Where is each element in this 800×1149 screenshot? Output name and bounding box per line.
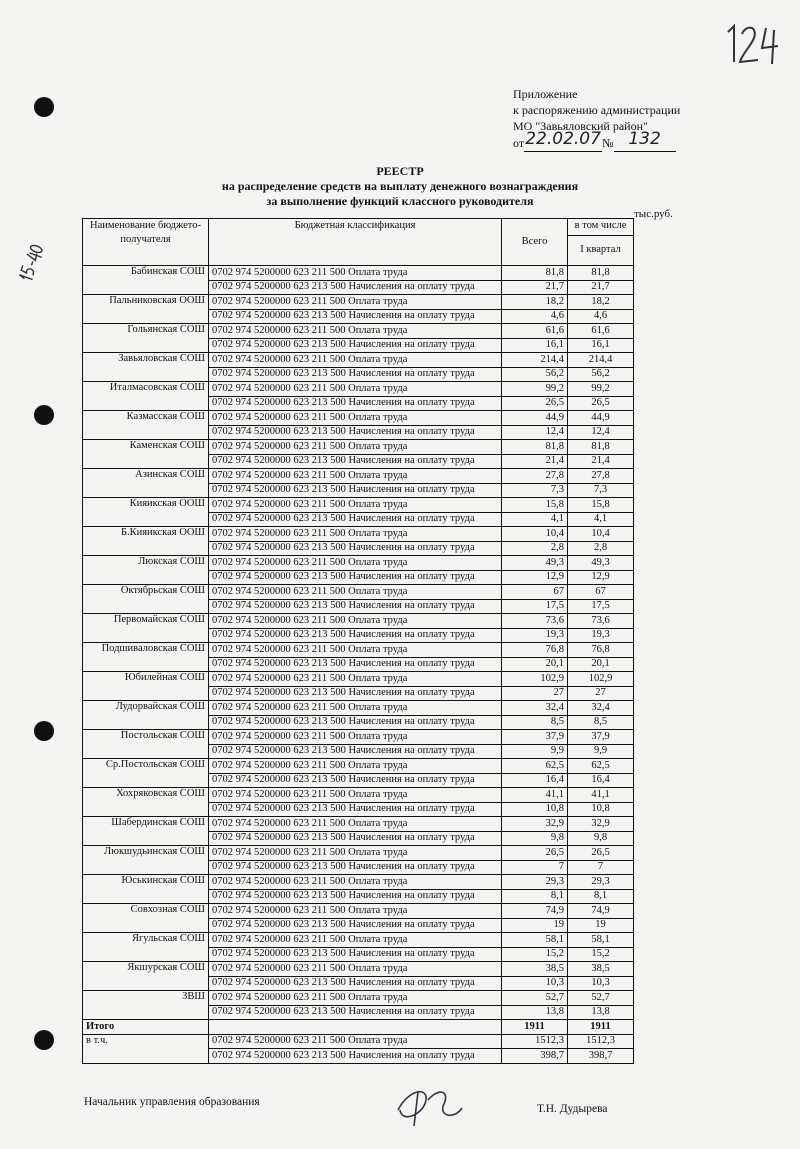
punch-hole bbox=[34, 405, 54, 425]
code-pay: 0702 974 5200000 623 211 500 Оплата труда bbox=[209, 498, 502, 513]
code-accruals: 0702 974 5200000 623 213 500 Начисления на оплату труда bbox=[209, 657, 502, 672]
title-line: РЕЕСТР bbox=[376, 164, 424, 178]
register-body bbox=[83, 266, 634, 1020]
pay-total: 32,4 bbox=[502, 701, 568, 716]
acc-total: 9,8 bbox=[502, 831, 568, 846]
incl-acc-q1-value: 398,7 bbox=[568, 1049, 634, 1064]
unit-label: тыс.руб. bbox=[634, 208, 673, 220]
pay-total: 18,2 bbox=[502, 295, 568, 310]
header-classification: Бюджетная классификация bbox=[209, 219, 502, 266]
table-row bbox=[83, 295, 634, 310]
pay-total: 29,3 bbox=[502, 875, 568, 890]
pay-q1: 74,9 bbox=[568, 904, 634, 919]
pay-q1: 62,5 bbox=[568, 759, 634, 774]
recipient-name: Италмасовская СОШ bbox=[83, 382, 209, 411]
recipient-name: Люкшудьинская СОШ bbox=[83, 846, 209, 875]
total-label: Итого bbox=[83, 1020, 209, 1035]
acc-q1: 56,2 bbox=[568, 367, 634, 382]
pay-q1: 76,8 bbox=[568, 643, 634, 658]
number-value: 132 bbox=[628, 129, 661, 149]
code-accruals: 0702 974 5200000 623 213 500 Начисления на оплату труда bbox=[209, 889, 502, 904]
code-accruals: 0702 974 5200000 623 213 500 Начисления на оплату труда bbox=[209, 599, 502, 614]
code-accruals: 0702 974 5200000 623 213 500 Начисления на оплату труда bbox=[209, 831, 502, 846]
acc-q1: 8,5 bbox=[568, 715, 634, 730]
code-pay: 0702 974 5200000 623 211 500 Оплата труда bbox=[209, 701, 502, 716]
acc-total: 21,7 bbox=[502, 280, 568, 295]
including-label: в т.ч. bbox=[83, 1034, 209, 1063]
acc-total: 17,5 bbox=[502, 599, 568, 614]
acc-q1: 19 bbox=[568, 918, 634, 933]
pay-q1: 99,2 bbox=[568, 382, 634, 397]
code-pay: 0702 974 5200000 623 211 500 Оплата труда bbox=[209, 614, 502, 629]
recipient-name: ЗВШ bbox=[83, 991, 209, 1020]
acc-total: 10,3 bbox=[502, 976, 568, 991]
pay-total: 49,3 bbox=[502, 556, 568, 571]
pay-q1: 10,4 bbox=[568, 527, 634, 542]
pay-q1: 49,3 bbox=[568, 556, 634, 571]
table-row bbox=[83, 904, 634, 919]
acc-q1: 13,8 bbox=[568, 1005, 634, 1020]
recipient-name: Завьяловская СОШ bbox=[83, 353, 209, 382]
table-row bbox=[83, 759, 634, 774]
pay-q1: 81,8 bbox=[568, 440, 634, 455]
code-accruals: 0702 974 5200000 623 213 500 Начисления на оплату труда bbox=[209, 947, 502, 962]
table-row bbox=[83, 353, 634, 368]
acc-total: 16,1 bbox=[502, 338, 568, 353]
acc-total: 15,2 bbox=[502, 947, 568, 962]
recipient-name: Каменская СОШ bbox=[83, 440, 209, 469]
code-pay: 0702 974 5200000 623 211 500 Оплата труда bbox=[209, 1034, 502, 1049]
document-title bbox=[0, 164, 800, 209]
acc-total: 7 bbox=[502, 860, 568, 875]
pay-total: 214,4 bbox=[502, 353, 568, 368]
recipient-name: Казмасская СОШ bbox=[83, 411, 209, 440]
pay-total: 58,1 bbox=[502, 933, 568, 948]
incl-pay-q1-value: 1512,3 bbox=[568, 1034, 634, 1049]
recipient-name: Кияикская ООШ bbox=[83, 498, 209, 527]
pay-q1: 73,6 bbox=[568, 614, 634, 629]
annex-line: МО "Завьяловский район" bbox=[513, 119, 648, 133]
acc-q1: 12,4 bbox=[568, 425, 634, 440]
acc-q1: 2,8 bbox=[568, 541, 634, 556]
recipient-name: Шабердинская СОШ bbox=[83, 817, 209, 846]
pay-q1: 102,9 bbox=[568, 672, 634, 687]
recipient-name: Октябрьская СОШ bbox=[83, 585, 209, 614]
table-row bbox=[83, 440, 634, 455]
table-row bbox=[83, 266, 634, 281]
header-including: в том числе bbox=[568, 219, 634, 236]
code-pay: 0702 974 5200000 623 211 500 Оплата труда bbox=[209, 875, 502, 890]
code-accruals: 0702 974 5200000 623 213 500 Начисления на оплату труда bbox=[209, 367, 502, 382]
code-accruals: 0702 974 5200000 623 213 500 Начисления на оплату труда bbox=[209, 918, 502, 933]
acc-total: 20,1 bbox=[502, 657, 568, 672]
acc-q1: 12,9 bbox=[568, 570, 634, 585]
table-row bbox=[83, 324, 634, 339]
pay-q1: 27,8 bbox=[568, 469, 634, 484]
table-row bbox=[83, 788, 634, 803]
acc-q1: 17,5 bbox=[568, 599, 634, 614]
code-accruals: 0702 974 5200000 623 213 500 Начисления на оплату труда bbox=[209, 1005, 502, 1020]
acc-q1: 16,4 bbox=[568, 773, 634, 788]
header-recipient: Наименование бюджето-получателя bbox=[83, 219, 209, 266]
acc-total: 19 bbox=[502, 918, 568, 933]
pay-q1: 18,2 bbox=[568, 295, 634, 310]
acc-q1: 10,3 bbox=[568, 976, 634, 991]
table-row bbox=[83, 411, 634, 426]
code-pay: 0702 974 5200000 623 211 500 Оплата труда bbox=[209, 962, 502, 977]
pay-total: 38,5 bbox=[502, 962, 568, 977]
pay-total: 61,6 bbox=[502, 324, 568, 339]
recipient-name: Якшурская СОШ bbox=[83, 962, 209, 991]
pay-total: 10,4 bbox=[502, 527, 568, 542]
date-value: 22.02.07 bbox=[525, 129, 601, 149]
code-pay: 0702 974 5200000 623 211 500 Оплата труда bbox=[209, 324, 502, 339]
code-accruals: 0702 974 5200000 623 213 500 Начисления на оплату труда bbox=[209, 541, 502, 556]
acc-total: 26,5 bbox=[502, 396, 568, 411]
acc-total: 16,4 bbox=[502, 773, 568, 788]
acc-total: 8,1 bbox=[502, 889, 568, 904]
acc-total: 12,9 bbox=[502, 570, 568, 585]
recipient-name: Гольянская СОШ bbox=[83, 324, 209, 353]
code-accruals: 0702 974 5200000 623 213 500 Начисления на оплату труда bbox=[209, 976, 502, 991]
code-accruals: 0702 974 5200000 623 213 500 Начисления на оплату труда bbox=[209, 570, 502, 585]
pay-total: 81,8 bbox=[502, 440, 568, 455]
total-value: 1911 bbox=[502, 1020, 568, 1035]
incl-acc-value: 398,7 bbox=[502, 1049, 568, 1064]
pay-q1: 81,8 bbox=[568, 266, 634, 281]
acc-q1: 10,8 bbox=[568, 802, 634, 817]
pay-total: 15,8 bbox=[502, 498, 568, 513]
pay-q1: 61,6 bbox=[568, 324, 634, 339]
acc-q1: 27 bbox=[568, 686, 634, 701]
acc-total: 56,2 bbox=[502, 367, 568, 382]
table-row bbox=[83, 991, 634, 1006]
table-row bbox=[83, 498, 634, 513]
acc-q1: 15,2 bbox=[568, 947, 634, 962]
table-row bbox=[83, 585, 634, 600]
table-row bbox=[83, 701, 634, 716]
acc-q1: 8,1 bbox=[568, 889, 634, 904]
recipient-name: Юськинская СОШ bbox=[83, 875, 209, 904]
pay-total: 67 bbox=[502, 585, 568, 600]
acc-total: 4,1 bbox=[502, 512, 568, 527]
number-prefix: № bbox=[602, 136, 614, 150]
recipient-name: Постольская СОШ bbox=[83, 730, 209, 759]
pay-total: 81,8 bbox=[502, 266, 568, 281]
code-pay: 0702 974 5200000 623 211 500 Оплата труда bbox=[209, 672, 502, 687]
acc-q1: 21,7 bbox=[568, 280, 634, 295]
code-accruals: 0702 974 5200000 623 213 500 Начисления на оплату труда bbox=[209, 860, 502, 875]
recipient-name: Юбилейная СОШ bbox=[83, 672, 209, 701]
recipient-name: Пальниковская ООШ bbox=[83, 295, 209, 324]
recipient-name: Совхозная СОШ bbox=[83, 904, 209, 933]
total-row bbox=[83, 1020, 634, 1035]
acc-total: 27 bbox=[502, 686, 568, 701]
pay-q1: 26,5 bbox=[568, 846, 634, 861]
pay-q1: 52,7 bbox=[568, 991, 634, 1006]
code-pay: 0702 974 5200000 623 211 500 Оплата труда bbox=[209, 585, 502, 600]
table-row bbox=[83, 730, 634, 745]
table-row bbox=[83, 933, 634, 948]
code-pay: 0702 974 5200000 623 211 500 Оплата труда bbox=[209, 846, 502, 861]
acc-total: 12,4 bbox=[502, 425, 568, 440]
table-row bbox=[83, 643, 634, 658]
table-row bbox=[83, 556, 634, 571]
code-pay: 0702 974 5200000 623 211 500 Оплата труда bbox=[209, 353, 502, 368]
pay-total: 102,9 bbox=[502, 672, 568, 687]
pay-total: 32,9 bbox=[502, 817, 568, 832]
pay-total: 27,8 bbox=[502, 469, 568, 484]
code-pay: 0702 974 5200000 623 211 500 Оплата труда bbox=[209, 730, 502, 745]
header-total: Всего bbox=[502, 219, 568, 266]
code-accruals: 0702 974 5200000 623 213 500 Начисления на оплату труда bbox=[209, 715, 502, 730]
acc-q1: 19,3 bbox=[568, 628, 634, 643]
annex-date-line bbox=[513, 129, 680, 152]
table-row bbox=[83, 846, 634, 861]
title-line: за выполнение функций классного руководителя bbox=[266, 194, 534, 208]
code-accruals: 0702 974 5200000 623 213 500 Начисления на оплату труда bbox=[209, 773, 502, 788]
table-row bbox=[83, 469, 634, 484]
pay-total: 73,6 bbox=[502, 614, 568, 629]
pay-q1: 15,8 bbox=[568, 498, 634, 513]
code-accruals: 0702 974 5200000 623 213 500 Начисления на оплату труда bbox=[209, 338, 502, 353]
code-pay: 0702 974 5200000 623 211 500 Оплата труда bbox=[209, 933, 502, 948]
title-line: на распределение средств на выплату денежного вознаграждения bbox=[221, 179, 579, 193]
code-accruals: 0702 974 5200000 623 213 500 Начисления на оплату труда bbox=[209, 512, 502, 527]
code-accruals: 0702 974 5200000 623 213 500 Начисления на оплату труда bbox=[209, 396, 502, 411]
code-pay: 0702 974 5200000 623 211 500 Оплата труда bbox=[209, 904, 502, 919]
pay-q1: 38,5 bbox=[568, 962, 634, 977]
signatory-position: Начальник управления образования bbox=[84, 1096, 260, 1108]
acc-q1: 4,6 bbox=[568, 309, 634, 324]
handwritten-page-number bbox=[724, 22, 782, 68]
recipient-name: Бабинская СОШ bbox=[83, 266, 209, 295]
acc-total: 19,3 bbox=[502, 628, 568, 643]
acc-total: 2,8 bbox=[502, 541, 568, 556]
handwritten-side-note bbox=[10, 243, 46, 283]
pay-total: 74,9 bbox=[502, 904, 568, 919]
code-pay: 0702 974 5200000 623 211 500 Оплата труда bbox=[209, 469, 502, 484]
recipient-name: Ягульская СОШ bbox=[83, 933, 209, 962]
pay-total: 62,5 bbox=[502, 759, 568, 774]
pay-total: 52,7 bbox=[502, 991, 568, 1006]
pay-q1: 44,9 bbox=[568, 411, 634, 426]
code-accruals: 0702 974 5200000 623 213 500 Начисления на оплату труда bbox=[209, 309, 502, 324]
code-accruals: 0702 974 5200000 623 213 500 Начисления на оплату труда bbox=[209, 483, 502, 498]
acc-total: 8,5 bbox=[502, 715, 568, 730]
recipient-name: Б.Кияикская ООШ bbox=[83, 527, 209, 556]
code-accruals: 0702 974 5200000 623 213 500 Начисления на оплату труда bbox=[209, 686, 502, 701]
header-quarter: I квартал bbox=[568, 235, 634, 265]
total-q1-value: 1911 bbox=[568, 1020, 634, 1035]
code-accruals: 0702 974 5200000 623 213 500 Начисления на оплату труда bbox=[209, 425, 502, 440]
table-row bbox=[83, 527, 634, 542]
code-pay: 0702 974 5200000 623 211 500 Оплата труда bbox=[209, 295, 502, 310]
acc-total: 9,9 bbox=[502, 744, 568, 759]
code-pay: 0702 974 5200000 623 211 500 Оплата труда bbox=[209, 759, 502, 774]
acc-total: 13,8 bbox=[502, 1005, 568, 1020]
annex-block bbox=[513, 86, 680, 152]
acc-q1: 7 bbox=[568, 860, 634, 875]
incl-pay-value: 1512,3 bbox=[502, 1034, 568, 1049]
punch-hole bbox=[34, 721, 54, 741]
code-accruals: 0702 974 5200000 623 213 500 Начисления на оплату труда bbox=[209, 628, 502, 643]
punch-hole bbox=[34, 1030, 54, 1050]
table-row bbox=[83, 382, 634, 397]
signature bbox=[388, 1080, 468, 1132]
pay-q1: 67 bbox=[568, 585, 634, 600]
date-prefix: от bbox=[513, 136, 525, 150]
pay-q1: 41,1 bbox=[568, 788, 634, 803]
pay-q1: 214,4 bbox=[568, 353, 634, 368]
pay-q1: 32,9 bbox=[568, 817, 634, 832]
including-pay-row bbox=[83, 1034, 634, 1049]
code-pay: 0702 974 5200000 623 211 500 Оплата труда bbox=[209, 266, 502, 281]
signatory-name: Т.Н. Дудырева bbox=[537, 1103, 608, 1115]
acc-q1: 4,1 bbox=[568, 512, 634, 527]
annex-line: Приложение bbox=[513, 87, 578, 101]
code-pay: 0702 974 5200000 623 211 500 Оплата труда bbox=[209, 411, 502, 426]
acc-q1: 7,3 bbox=[568, 483, 634, 498]
pay-total: 44,9 bbox=[502, 411, 568, 426]
acc-q1: 26,5 bbox=[568, 396, 634, 411]
pay-total: 26,5 bbox=[502, 846, 568, 861]
code-accruals: 0702 974 5200000 623 213 500 Начисления на оплату труда bbox=[209, 802, 502, 817]
recipient-name: Первомайская СОШ bbox=[83, 614, 209, 643]
code-pay: 0702 974 5200000 623 211 500 Оплата труда bbox=[209, 382, 502, 397]
code-pay: 0702 974 5200000 623 211 500 Оплата труда bbox=[209, 527, 502, 542]
acc-q1: 9,9 bbox=[568, 744, 634, 759]
recipient-name: Подшиваловская СОШ bbox=[83, 643, 209, 672]
code-pay: 0702 974 5200000 623 211 500 Оплата труда bbox=[209, 788, 502, 803]
table-row bbox=[83, 875, 634, 890]
code-accruals: 0702 974 5200000 623 213 500 Начисления на оплату труда bbox=[209, 280, 502, 295]
pay-total: 41,1 bbox=[502, 788, 568, 803]
pay-total: 99,2 bbox=[502, 382, 568, 397]
acc-total: 4,6 bbox=[502, 309, 568, 324]
recipient-name: Ср.Постольская СОШ bbox=[83, 759, 209, 788]
punch-hole bbox=[34, 97, 54, 117]
code-pay: 0702 974 5200000 623 211 500 Оплата труда bbox=[209, 556, 502, 571]
annex-line: к распоряжению администрации bbox=[513, 103, 681, 117]
code-pay: 0702 974 5200000 623 211 500 Оплата труда bbox=[209, 817, 502, 832]
acc-q1: 16,1 bbox=[568, 338, 634, 353]
acc-total: 21,4 bbox=[502, 454, 568, 469]
code-accruals: 0702 974 5200000 623 213 500 Начисления на оплату труда bbox=[209, 744, 502, 759]
table-row bbox=[83, 817, 634, 832]
recipient-name: Хохряковская СОШ bbox=[83, 788, 209, 817]
pay-q1: 58,1 bbox=[568, 933, 634, 948]
recipient-name: Азинская СОШ bbox=[83, 469, 209, 498]
acc-total: 7,3 bbox=[502, 483, 568, 498]
code-accruals: 0702 974 5200000 623 213 500 Начисления на оплату труда bbox=[209, 1049, 502, 1064]
register-table bbox=[82, 218, 634, 1064]
code-pay: 0702 974 5200000 623 211 500 Оплата труда bbox=[209, 643, 502, 658]
table-row bbox=[83, 672, 634, 687]
acc-total: 10,8 bbox=[502, 802, 568, 817]
empty-cell bbox=[209, 1020, 502, 1035]
recipient-name: Люкская СОШ bbox=[83, 556, 209, 585]
pay-q1: 32,4 bbox=[568, 701, 634, 716]
acc-q1: 20,1 bbox=[568, 657, 634, 672]
code-pay: 0702 974 5200000 623 211 500 Оплата труда bbox=[209, 440, 502, 455]
table-row bbox=[83, 962, 634, 977]
pay-total: 37,9 bbox=[502, 730, 568, 745]
pay-q1: 29,3 bbox=[568, 875, 634, 890]
pay-q1: 37,9 bbox=[568, 730, 634, 745]
table-row bbox=[83, 614, 634, 629]
acc-q1: 21,4 bbox=[568, 454, 634, 469]
code-pay: 0702 974 5200000 623 211 500 Оплата труда bbox=[209, 991, 502, 1006]
acc-q1: 9,8 bbox=[568, 831, 634, 846]
pay-total: 76,8 bbox=[502, 643, 568, 658]
recipient-name: Лудорвайская СОШ bbox=[83, 701, 209, 730]
code-accruals: 0702 974 5200000 623 213 500 Начисления на оплату труда bbox=[209, 454, 502, 469]
